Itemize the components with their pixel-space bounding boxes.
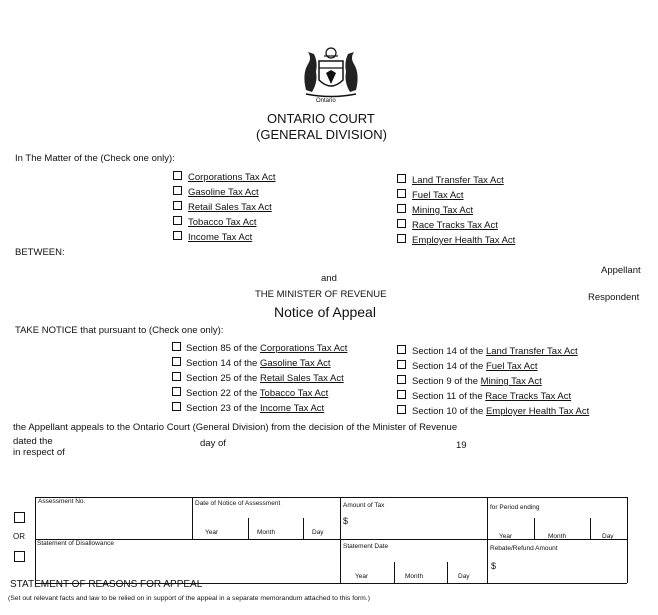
amount-tax-dollar: $ xyxy=(343,516,349,526)
checkbox-corporations-tax-act[interactable] xyxy=(173,171,182,180)
take-notice-label: TAKE NOTICE that pursuant to (Check one only): xyxy=(15,325,224,336)
act-label: Retail Sales Tax Act xyxy=(188,202,272,213)
notice-year-label: Year xyxy=(205,529,219,536)
and-label: and xyxy=(321,273,337,284)
section-act: Retail Sales Tax Act xyxy=(259,373,344,384)
section-item xyxy=(412,406,589,417)
checkbox-gasoline-tax-act[interactable] xyxy=(173,186,182,195)
period-month-label: Month xyxy=(548,533,567,540)
section-act: Fuel Tax Act xyxy=(485,361,538,372)
crest-label: Ontario xyxy=(316,98,336,104)
checkbox-section-25-retail-sales[interactable] xyxy=(172,372,181,381)
section-act: Mining Tax Act xyxy=(480,376,542,387)
period-day-label: Day xyxy=(602,533,614,540)
between-label: BETWEEN: xyxy=(15,247,65,258)
section-act: Land Transfer Tax Act xyxy=(485,346,578,357)
statement-disallowance-label: Statement of Disallowance xyxy=(37,540,114,547)
matter-label: In The Matter of the (Check one only): xyxy=(15,153,175,164)
reasons-title: STATEMENT OF REASONS FOR APPEAL xyxy=(10,579,203,590)
checkbox-assessment[interactable] xyxy=(14,512,25,523)
period-ending-label: for Period ending xyxy=(490,504,540,511)
amount-tax-label: Amount of Tax xyxy=(343,502,385,509)
section-item xyxy=(186,373,344,384)
statement-day-label: Day xyxy=(458,573,470,580)
checkbox-section-10-employer-health[interactable] xyxy=(397,405,406,414)
section-prefix: Section 14 of the xyxy=(186,358,260,369)
section-act: Income Tax Act xyxy=(259,403,325,414)
court-name: ONTARIO COURT xyxy=(267,111,375,126)
day-of-label: day of xyxy=(200,438,226,449)
act-label: Gasoline Tax Act xyxy=(188,187,259,198)
checkbox-race-tracks-tax-act[interactable] xyxy=(397,219,406,228)
section-prefix: Section 23 of the xyxy=(186,403,260,414)
checkbox-section-23-income[interactable] xyxy=(172,402,181,411)
reasons-note: (Set out relevant facts and law to be relied on in support of the appeal in a separate memorandum attached to this form.) xyxy=(8,595,370,602)
appeal-statement: the Appellant appeals to the Ontario Court (General Division) from the decision of the Minister of Revenue xyxy=(13,422,458,433)
checkbox-section-22-tobacco[interactable] xyxy=(172,387,181,396)
section-item xyxy=(412,376,542,387)
section-act: Tobacco Tax Act xyxy=(259,388,329,399)
statement-date-label: Statement Date xyxy=(343,543,389,550)
notice-title: Notice of Appeal xyxy=(274,304,376,320)
section-item xyxy=(186,358,331,369)
section-act: Race Tracks Tax Act xyxy=(485,391,572,402)
act-label: Employer Health Tax Act xyxy=(412,235,516,246)
section-prefix: Section 9 of the xyxy=(412,376,481,387)
checkbox-retail-sales-tax-act[interactable] xyxy=(173,201,182,210)
section-act: Corporations Tax Act xyxy=(259,343,348,354)
act-label: Mining Tax Act xyxy=(412,205,474,216)
section-item xyxy=(412,346,578,357)
section-item xyxy=(412,391,571,402)
appellant-label: Appellant xyxy=(601,265,641,276)
section-prefix: Section 14 of the xyxy=(412,346,486,357)
section-prefix: Section 10 of the xyxy=(412,406,486,417)
act-label: Income Tax Act xyxy=(188,232,253,243)
section-prefix: Section 85 of the xyxy=(186,343,260,354)
act-label: Fuel Tax Act xyxy=(412,190,464,201)
checkbox-section-85-corporations[interactable] xyxy=(172,342,181,351)
checkbox-fuel-tax-act[interactable] xyxy=(397,189,406,198)
statement-year-label: Year xyxy=(355,573,369,580)
checkbox-employer-health-tax-act[interactable] xyxy=(397,234,406,243)
section-act: Gasoline Tax Act xyxy=(259,358,331,369)
section-prefix: Section 25 of the xyxy=(186,373,260,384)
checkbox-section-14-fuel[interactable] xyxy=(397,360,406,369)
respondent-label: Respondent xyxy=(588,292,640,303)
checkbox-income-tax-act[interactable] xyxy=(173,231,182,240)
notice-day-label: Day xyxy=(312,529,324,536)
section-prefix: Section 14 of the xyxy=(412,361,486,372)
rebate-amount-label: Rebate/Refund Amount xyxy=(490,545,558,552)
rebate-dollar: $ xyxy=(491,561,497,571)
statement-month-label: Month xyxy=(405,573,424,580)
section-prefix: Section 22 of the xyxy=(186,388,260,399)
section-item xyxy=(186,388,328,399)
date-notice-label: Date of Notice of Assessment xyxy=(195,500,281,507)
notice-month-label: Month xyxy=(257,529,276,536)
assessment-no-label: Assessment No. xyxy=(38,498,86,505)
ontario-crest xyxy=(296,44,366,106)
checkbox-section-14-gasoline[interactable] xyxy=(172,357,181,366)
section-act: Employer Health Tax Act xyxy=(485,406,590,417)
year-label: 19 xyxy=(456,440,467,451)
ontario-coat-of-arms-icon xyxy=(296,44,366,102)
act-label: Tobacco Tax Act xyxy=(188,217,257,228)
respondent-name: THE MINISTER OF REVENUE xyxy=(255,289,387,300)
section-item xyxy=(412,361,538,372)
checkbox-section-9-mining[interactable] xyxy=(397,375,406,384)
act-label: Race Tracks Tax Act xyxy=(412,220,498,231)
checkbox-land-transfer-tax-act[interactable] xyxy=(397,174,406,183)
checkbox-disallowance[interactable] xyxy=(14,551,25,562)
act-label: Corporations Tax Act xyxy=(188,172,276,183)
court-division: (GENERAL DIVISION) xyxy=(256,127,387,142)
in-respect-label: in respect of xyxy=(13,447,65,458)
act-label: Land Transfer Tax Act xyxy=(412,175,504,186)
checkbox-section-11-race-tracks[interactable] xyxy=(397,390,406,399)
section-item xyxy=(186,403,324,414)
dated-label: dated the xyxy=(13,436,53,447)
section-item xyxy=(186,343,347,354)
section-prefix: Section 11 of the xyxy=(412,391,486,402)
checkbox-tobacco-tax-act[interactable] xyxy=(173,216,182,225)
checkbox-mining-tax-act[interactable] xyxy=(397,204,406,213)
or-label: OR xyxy=(13,532,25,541)
period-year-label: Year xyxy=(499,533,513,540)
checkbox-section-14-land-transfer[interactable] xyxy=(397,345,406,354)
